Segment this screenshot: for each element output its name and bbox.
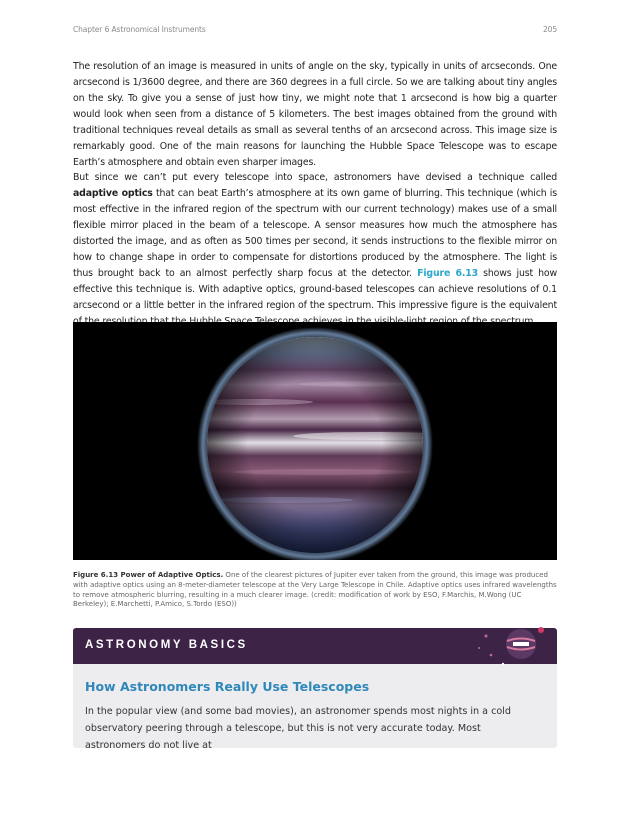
paragraph-resolution: The resolution of an image is measured in units of angle on the sky, typically in units of arcseconds. One arcsecond is 1/3600 degree, and there are 360 degrees in a full circle. So we are talking about tiny angles on the sky. To give you a sense of just how tiny, we might note that 1 arcsecond is how big a quarter would look when seen from a distance of 5 kilometers. The best images obtained from the ground with traditional techniques reveal details as small as several tenths of an arcsecond across. This image size is remarkably good. One of the main reasons for launching the Hubble Space Telescope was to escape Earth’s atmosphere and obtain even sharper images. — [73, 61, 557, 168]
feature-body: In the popular view (and some bad movies), an astronomer spends most nights in a cold observatory peering through a telescope, but this is not very accurate today. Most astronomers do not live at — [85, 706, 512, 751]
feature-label: ASTRONOMY BASICS — [85, 639, 248, 651]
telescope-planet-icon — [473, 622, 557, 670]
chapter-title: Chapter 6 Astronomical Instruments — [73, 25, 206, 34]
paragraph-text: But since we can’t put every telescope into space, astronomers have devised a technique called — [73, 172, 557, 183]
paragraph-adaptive-optics — [73, 170, 557, 330]
paragraph-text: that can beat Earth’s atmosphere at its own game of blurring. This technique (which is most effective in the infrared region of the spectrum with our current technology) makes use of a small flexible mirror placed in the beam of a telescope. A sensor measures how much the atmosphere has distorted the image, and as often as 500 times per second, it sends instructions to the flexible mirror on how to change shape in order to compensate for distortions produced by the atmosphere. The light is thus brought back to an almost perfectly sharp focus at the detector. — [73, 188, 557, 279]
figure-label: Figure 6.13 Power of Adaptive Optics. — [73, 571, 224, 579]
figure-caption — [73, 571, 557, 610]
figure-caption-text: One of the clearest pictures of Jupiter ever taken from the ground, this image was produced with adaptive optics using an 8-meter-diameter telescope at the Very Large Telescope in Chile. Adaptive optics uses infrared wavelengths to remove atmospheric blurring, resulting in a much clearer image. (credit: modification of work by ESO, F.Marchis, M.Wong (UC Berkeley); E.Marchetti, P.Amico, S.Tordo (ESO)) — [73, 571, 557, 609]
feature-header-bar — [73, 628, 557, 664]
jupiter-image — [73, 322, 557, 560]
page-number: 205 — [542, 25, 557, 34]
figure-jupiter-image — [73, 322, 557, 560]
paragraph-text: shows just how effective this technique is. With adaptive optics, ground-based telescopes can achieve resolutions of 0.1 arcsecond or a little better in the infrared region of the spectrum. This impressive figure is the equivalent — [73, 268, 557, 311]
astronomy-basics-box — [73, 628, 557, 751]
figure-link[interactable]: Figure 6.13 — [417, 268, 479, 279]
feature-title: How Astronomers Really Use Telescopes — [85, 679, 370, 694]
running-header — [73, 25, 557, 34]
key-term-adaptive-optics: adaptive optics — [73, 188, 153, 199]
